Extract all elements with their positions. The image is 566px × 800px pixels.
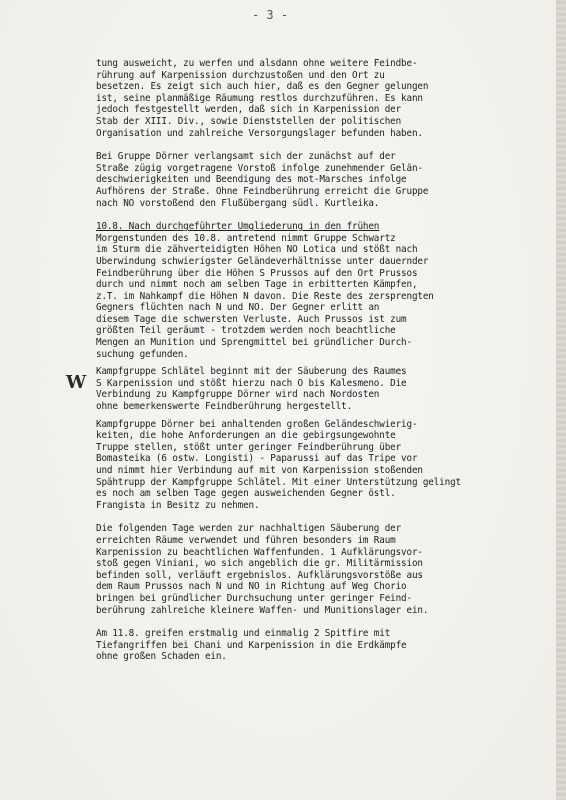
text-line: Karpenission zu beachtlichen Waffenfunden. 1 Aufklärungsvor- (96, 546, 423, 558)
text-line: Stab der XIII. Div., sowie Dienststellen der politischen (96, 115, 402, 127)
text-line: bringen bei gründlicher Durchsuchung unter geringer Feind- (96, 592, 412, 604)
text-line: jedoch festgestellt werden, daß sich in Karpenission der (96, 104, 402, 116)
margin-handwritten-mark: W (66, 372, 87, 393)
text-line: berührung zahlreiche kleinere Waffen- und Munitionslager ein. (96, 604, 429, 616)
text-line: tung ausweicht, zu werfen und alsdann ohne weitere Feindbe- (96, 58, 418, 69)
text-line: Aufhörens der Straße. Ohne Feindberührung erreicht die Gruppe (96, 185, 429, 197)
text-line: deschwierigkeiten und Beendigung des mot-Marsches infolge (96, 174, 407, 186)
text-line: stoß gegen Viniani, wo sich angeblich die gr. Militärmission (96, 558, 423, 570)
text-line: größten Teil geräumt - trotzdem werden noch beachtliche (96, 325, 396, 337)
paragraph-kampfgruppe-doerner (96, 419, 528, 512)
text-line: im Sturm die zähverteidigten Höhen NO Lotica und stößt nach (96, 244, 418, 256)
text-line: erreichten Räume verwendet und führen besonders im Raum (96, 534, 396, 546)
text-line: befinden soll, verläuft ergebnislos. Aufklärungsvorstöße aus (96, 569, 423, 581)
text-line: und nimmt hier Verbindung auf mit von Karpenission stoßenden (96, 465, 423, 476)
paragraph-10-8 (96, 221, 528, 360)
paragraph-karpenission (96, 58, 528, 139)
document-body (96, 58, 528, 663)
text-line: nach NO vorstoßend den Flußübergang südl. Kurtleika. (96, 197, 380, 209)
text-line: Straße zügig vorgetragene Vorstoß infolge zunehmender Gelän- (96, 162, 423, 174)
text-line: Kampfgruppe Dörner bei anhaltenden großen Geländeschwierig- (96, 418, 418, 430)
text-line: Überwindung schwierigster Geländeverhältnisse unter dauernder (96, 255, 429, 267)
text-line: es noch am selben Tage gegen ausweichenden Gegner östl. (96, 488, 396, 500)
text-line: ist, seine planmäßige Räumung restlos durchzuführen. Es kann (96, 92, 423, 104)
text-line: Tiefangriffen bei Chani und Karpenission in die Erdkämpfe (96, 639, 407, 651)
text-line: rührung auf Karpenission durchzustoßen und den Ort zu (96, 69, 385, 81)
text-line: Spähtrupp der Kampfgruppe Schlätel. Mit einer Unterstützung gelingt (96, 476, 461, 488)
text-line: Gegners flüchten nach N und NO. Der Gegner erlitt an (96, 302, 380, 314)
paragraph-folgende-tage (96, 523, 528, 616)
text-line: S Karpenission und stößt hierzu nach O bis Kalesmeno. Die (96, 377, 407, 389)
text-line: Frangista in Besitz zu nehmen. (96, 499, 260, 511)
text-line: Organisation und zahlreiche Versorgungslager befunden haben. (96, 127, 423, 139)
text-line: Morgenstunden des 10.8. antretend nimmt Gruppe Schwartz (96, 232, 396, 244)
torn-page-edge (556, 0, 566, 800)
paragraph-11-8 (96, 628, 528, 663)
text-line: Kampfgruppe Schlätel beginnt mit der Säuberung des Raumes (96, 366, 407, 378)
text-line: durch und nimmt noch am selben Tage in erbitterten Kämpfen, (96, 279, 418, 291)
text-line: Bei Gruppe Dörner verlangsamt sich der zunächst auf der (96, 151, 396, 163)
text-line: suchung gefunden. (96, 348, 189, 360)
text-line: Verbindung zu Kampfgruppe Dörner wird nach Nordosten (96, 389, 380, 401)
text-line: Feindberührung über die Höhen S Prussos auf den Ort Prussos (96, 267, 418, 279)
text-line: z.T. im Nahkampf die Höhen N davon. Die Reste des zersprengten (96, 290, 434, 302)
text-line: ohne großen Schaden ein. (96, 651, 227, 663)
text-line: diesem Tage die schwersten Verluste. Auch Prussos ist zum (96, 313, 407, 325)
text-line: Am 11.8. greifen erstmalig und einmalig 2 Spitfire mit (96, 628, 391, 640)
paragraph-kampfgruppe-schlaetel (96, 366, 528, 412)
text-line: Die folgenden Tage werden zur nachhaltigen Säuberung der (96, 523, 402, 535)
text-line: besetzen. Es zeigt sich auch hier, daß es den Gegner gelungen (96, 81, 429, 93)
text-line: ohne bemerkenswerte Feindberührung hergestellt. (96, 401, 353, 413)
text-line: dem Raum Prussos nach N und NO in Richtung auf Weg Chorio (96, 581, 407, 593)
page-number: - 3 - (251, 8, 289, 22)
text-line: Truppe stellen, stößt unter geringer Feindberührung über (96, 441, 402, 453)
paragraph-gruppe-doerner (96, 151, 528, 209)
text-line: keiten, die hohe Anforderungen an die gebirgsungewohnte (96, 430, 396, 442)
text-line: Bomasteika (6 ostw. Longisti) - Paparussi auf das Tripe vor (96, 453, 418, 465)
text-line: Mengen an Munition und Sprengmittel bei gründlicher Durch- (96, 337, 412, 349)
text-line: 10.8. Nach durchgeführter Umgliederung in den frühen (96, 221, 380, 233)
